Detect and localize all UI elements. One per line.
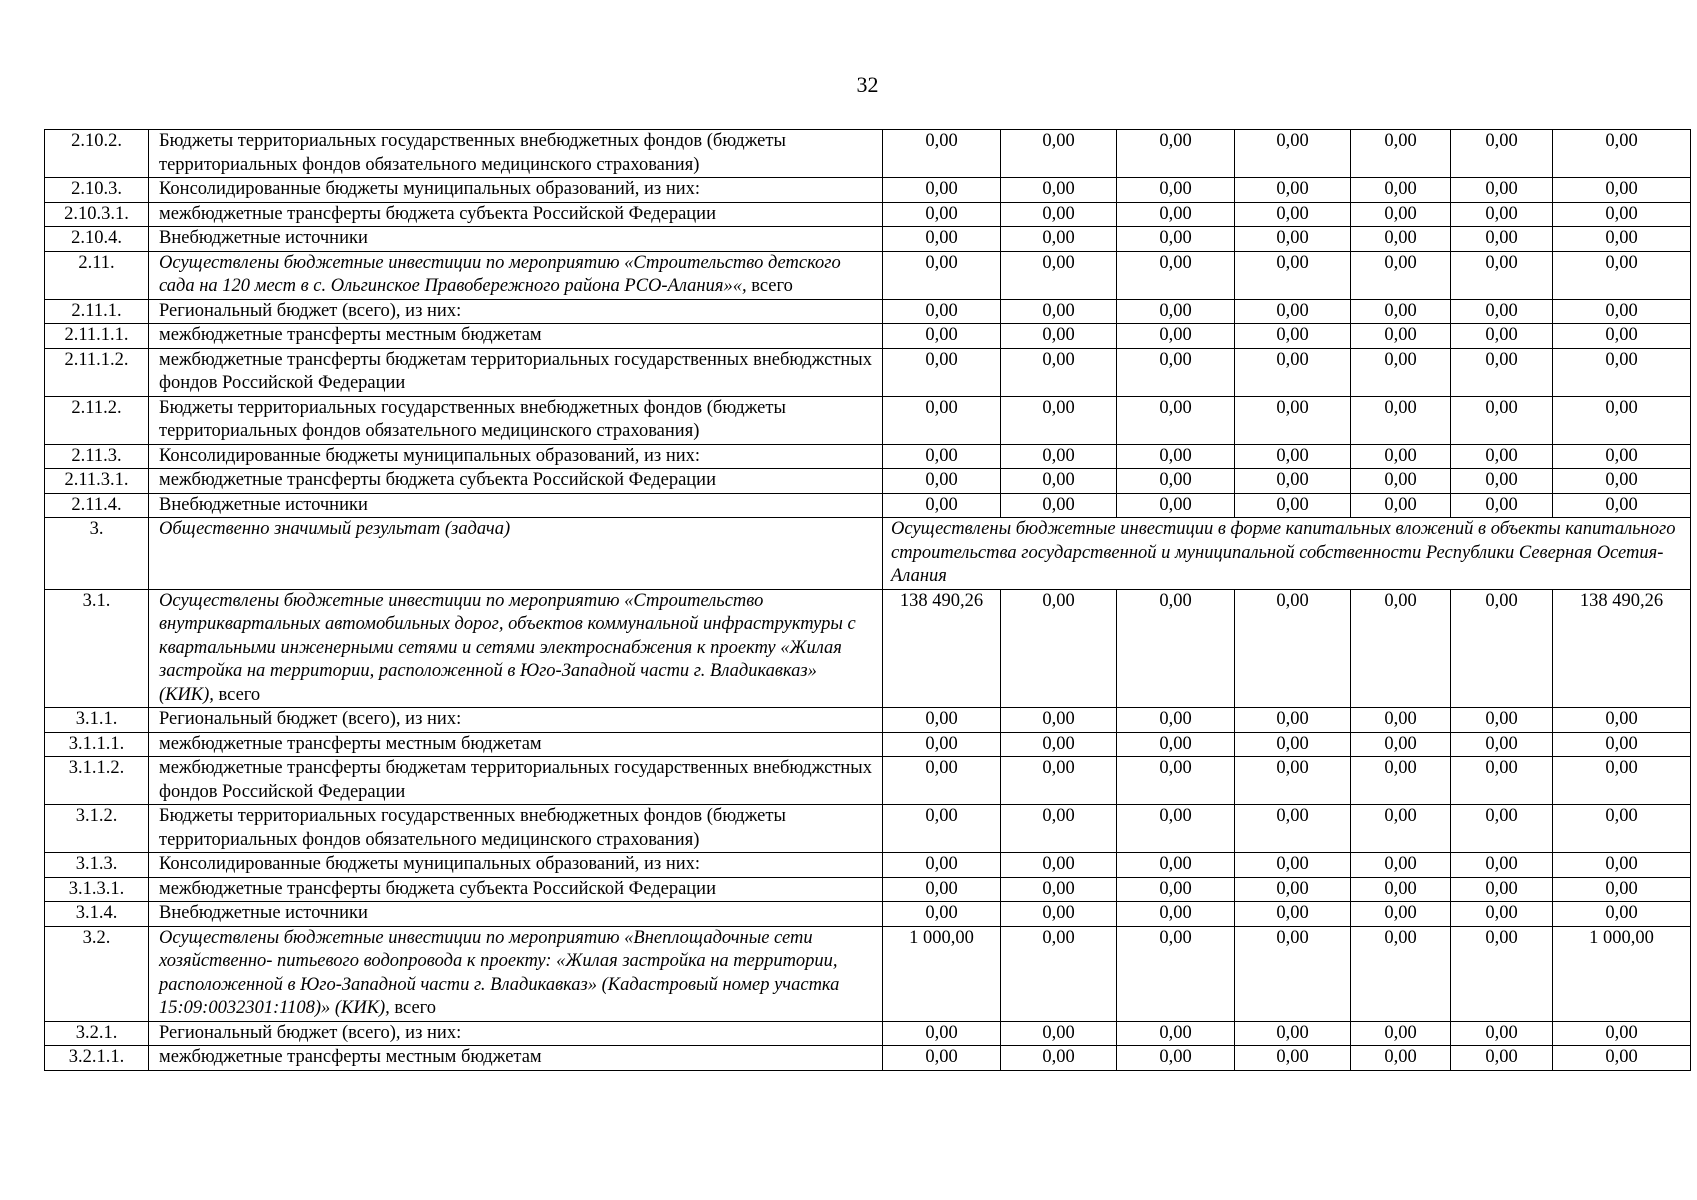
row-name: межбюджетные трансферты бюджета субъекта Российской Федерации [149, 469, 883, 494]
value-cell: 0,00 [1451, 853, 1553, 878]
row-code: 3.1.1.1. [45, 732, 149, 757]
row-code: 2.10.3.1. [45, 202, 149, 227]
value-cell: 0,00 [1351, 589, 1451, 708]
table-row [45, 518, 1691, 590]
row-code: 2.10.2. [45, 130, 149, 178]
value-cell: 0,00 [1351, 708, 1451, 733]
row-code: 3.1.1.2. [45, 757, 149, 805]
value-cell: 0,00 [1351, 877, 1451, 902]
row-code: 2.11.3. [45, 444, 149, 469]
row-code: 2.11.1.2. [45, 348, 149, 396]
value-cell: 0,00 [883, 853, 1001, 878]
value-cell: 0,00 [1001, 444, 1117, 469]
value-cell: 0,00 [1451, 227, 1553, 252]
value-cell: 0,00 [1351, 324, 1451, 349]
row-name: межбюджетные трансферты местным бюджетам [149, 1046, 883, 1071]
row-name-suffix: всего [213, 684, 261, 705]
row-name: Региональный бюджет (всего), из них: [149, 1021, 883, 1046]
value-cell: 0,00 [883, 324, 1001, 349]
value-cell: 0,00 [1235, 708, 1351, 733]
row-name: межбюджетные трансферты местным бюджетам [149, 732, 883, 757]
value-cell: 1 000,00 [1553, 926, 1691, 1021]
row-name: Бюджеты территориальных государственных внебюджетных фондов (бюджеты территориальных фондов обязательного медицинского страхования) [149, 805, 883, 853]
row-code: 3.1.1. [45, 708, 149, 733]
row-name: Консолидированные бюджеты муниципальных образований, из них: [149, 444, 883, 469]
value-cell: 0,00 [1235, 805, 1351, 853]
value-cell: 0,00 [1117, 324, 1235, 349]
result-description: Осуществлены бюджетные инвестиции в форме капитальных вложений в объекты капитального строительства государственной и муниципальной собственности Республики Северная Осетия-Алания [883, 518, 1691, 590]
value-cell: 0,00 [1553, 902, 1691, 927]
value-cell: 0,00 [1351, 251, 1451, 299]
row-code: 2.11.4. [45, 493, 149, 518]
value-cell: 0,00 [1001, 251, 1117, 299]
value-cell: 0,00 [1451, 396, 1553, 444]
value-cell: 0,00 [1117, 299, 1235, 324]
value-cell: 0,00 [1451, 877, 1553, 902]
value-cell: 0,00 [1553, 732, 1691, 757]
value-cell: 0,00 [1117, 130, 1235, 178]
value-cell: 0,00 [1451, 324, 1553, 349]
value-cell: 0,00 [1451, 178, 1553, 203]
value-cell: 0,00 [883, 178, 1001, 203]
value-cell: 0,00 [1553, 1046, 1691, 1071]
value-cell: 0,00 [1235, 1021, 1351, 1046]
table-row [45, 396, 1691, 444]
row-name [149, 251, 883, 299]
value-cell: 0,00 [883, 348, 1001, 396]
value-cell: 0,00 [1451, 348, 1553, 396]
row-code: 2.11.3.1. [45, 469, 149, 494]
row-name: Региональный бюджет (всего), из них: [149, 708, 883, 733]
value-cell: 0,00 [1001, 757, 1117, 805]
table-row [45, 853, 1691, 878]
row-code: 3.1.2. [45, 805, 149, 853]
value-cell: 0,00 [1117, 348, 1235, 396]
table-row [45, 299, 1691, 324]
value-cell: 0,00 [1451, 299, 1553, 324]
value-cell: 0,00 [883, 1021, 1001, 1046]
value-cell: 0,00 [883, 493, 1001, 518]
value-cell: 0,00 [1235, 444, 1351, 469]
table-row [45, 589, 1691, 708]
value-cell: 0,00 [1117, 251, 1235, 299]
value-cell: 0,00 [1117, 926, 1235, 1021]
table-row [45, 130, 1691, 178]
row-name-italic: Общественно значимый результат (задача) [159, 519, 511, 539]
row-code: 2.11. [45, 251, 149, 299]
value-cell: 0,00 [1001, 877, 1117, 902]
row-name: Региональный бюджет (всего), из них: [149, 299, 883, 324]
value-cell: 0,00 [1001, 324, 1117, 349]
value-cell: 0,00 [1235, 902, 1351, 927]
value-cell: 0,00 [1351, 130, 1451, 178]
row-name: Внебюджетные источники [149, 493, 883, 518]
value-cell: 0,00 [1235, 469, 1351, 494]
row-name: межбюджетные трансферты бюджетам территориальных государственных внебюджстных фондов Российской Федерации [149, 757, 883, 805]
row-name [149, 926, 883, 1021]
row-name [149, 518, 883, 590]
table-body [45, 130, 1691, 1071]
value-cell: 0,00 [1451, 444, 1553, 469]
value-cell: 0,00 [1117, 178, 1235, 203]
table-row [45, 202, 1691, 227]
table-row [45, 732, 1691, 757]
value-cell: 0,00 [1351, 493, 1451, 518]
value-cell: 0,00 [1451, 493, 1553, 518]
value-cell: 0,00 [1117, 805, 1235, 853]
value-cell: 0,00 [1351, 178, 1451, 203]
value-cell: 0,00 [1235, 396, 1351, 444]
value-cell: 0,00 [1553, 444, 1691, 469]
row-code: 3.1.4. [45, 902, 149, 927]
value-cell: 0,00 [1117, 902, 1235, 927]
value-cell: 138 490,26 [1553, 589, 1691, 708]
value-cell: 0,00 [1235, 130, 1351, 178]
row-code: 3. [45, 518, 149, 590]
value-cell: 0,00 [1351, 444, 1451, 469]
value-cell: 0,00 [1553, 348, 1691, 396]
value-cell: 0,00 [1001, 589, 1117, 708]
table-row [45, 708, 1691, 733]
table-row [45, 493, 1691, 518]
row-code: 3.1. [45, 589, 149, 708]
row-name-italic: Осуществлены бюджетные инвестиции по мероприятию «Строительство внутриквартальных автомобильных дорог, объектов коммунальной инфраструктуры с квартальными инженерными сетями и сетями электроснабжения к проекту «Жилая застройка на территории, расположенной в Юго-Западной части г. Владикавказ» (КИК), [159, 590, 856, 705]
value-cell: 0,00 [1235, 202, 1351, 227]
value-cell: 0,00 [1351, 1046, 1451, 1071]
row-code: 3.1.3. [45, 853, 149, 878]
value-cell: 0,00 [1451, 805, 1553, 853]
value-cell: 0,00 [883, 877, 1001, 902]
value-cell: 0,00 [1451, 757, 1553, 805]
value-cell: 0,00 [1451, 926, 1553, 1021]
value-cell: 0,00 [1117, 202, 1235, 227]
table-row [45, 227, 1691, 252]
table-row [45, 926, 1691, 1021]
value-cell: 0,00 [1117, 493, 1235, 518]
value-cell: 0,00 [1351, 732, 1451, 757]
value-cell: 0,00 [1451, 469, 1553, 494]
value-cell: 0,00 [1553, 1021, 1691, 1046]
value-cell: 0,00 [1351, 926, 1451, 1021]
value-cell: 0,00 [1351, 1021, 1451, 1046]
value-cell: 0,00 [1553, 493, 1691, 518]
table-row [45, 1046, 1691, 1071]
value-cell: 0,00 [1351, 757, 1451, 805]
row-name-italic: Осуществлены бюджетные инвестиции по мероприятию «Внеплощадочные сети хозяйственно- питьевого водопровода к проекту: «Жилая застройка на территории, расположенной в Юго-Западной части г. Владикавказ» (Кадастровый номер участка 15:09:0032301:1108)» (КИК), [159, 927, 840, 1018]
value-cell: 0,00 [1117, 469, 1235, 494]
value-cell: 0,00 [1235, 299, 1351, 324]
value-cell: 0,00 [1001, 396, 1117, 444]
value-cell: 0,00 [1553, 227, 1691, 252]
value-cell: 0,00 [1117, 396, 1235, 444]
value-cell: 0,00 [1351, 902, 1451, 927]
row-name [149, 589, 883, 708]
budget-table [44, 129, 1691, 1071]
row-code: 2.11.1. [45, 299, 149, 324]
value-cell: 0,00 [1117, 227, 1235, 252]
value-cell: 1 000,00 [883, 926, 1001, 1021]
value-cell: 0,00 [883, 444, 1001, 469]
value-cell: 0,00 [883, 251, 1001, 299]
value-cell: 0,00 [883, 732, 1001, 757]
value-cell: 0,00 [1001, 1046, 1117, 1071]
value-cell: 0,00 [1001, 299, 1117, 324]
value-cell: 0,00 [883, 130, 1001, 178]
value-cell: 0,00 [883, 805, 1001, 853]
table-row [45, 757, 1691, 805]
value-cell: 0,00 [1553, 708, 1691, 733]
value-cell: 0,00 [1001, 493, 1117, 518]
value-cell: 0,00 [1117, 877, 1235, 902]
value-cell: 0,00 [1235, 493, 1351, 518]
value-cell: 0,00 [1235, 732, 1351, 757]
value-cell: 0,00 [1451, 1021, 1553, 1046]
value-cell: 0,00 [1001, 130, 1117, 178]
row-name: Бюджеты территориальных государственных внебюджетных фондов (бюджеты территориальных фондов обязательного медицинского страхования) [149, 130, 883, 178]
value-cell: 0,00 [1235, 227, 1351, 252]
row-code: 3.2. [45, 926, 149, 1021]
row-code: 3.1.3.1. [45, 877, 149, 902]
value-cell: 0,00 [1351, 348, 1451, 396]
value-cell: 0,00 [1235, 589, 1351, 708]
table-row [45, 178, 1691, 203]
value-cell: 0,00 [1351, 805, 1451, 853]
row-name: межбюджетные трансферты бюджета субъекта Российской Федерации [149, 202, 883, 227]
value-cell: 0,00 [1235, 251, 1351, 299]
value-cell: 0,00 [1553, 324, 1691, 349]
value-cell: 0,00 [1351, 299, 1451, 324]
value-cell: 0,00 [883, 1046, 1001, 1071]
value-cell: 0,00 [1235, 324, 1351, 349]
row-code: 3.2.1. [45, 1021, 149, 1046]
value-cell: 0,00 [1553, 805, 1691, 853]
value-cell: 0,00 [1351, 227, 1451, 252]
value-cell: 0,00 [1001, 227, 1117, 252]
value-cell: 0,00 [1351, 396, 1451, 444]
value-cell: 138 490,26 [883, 589, 1001, 708]
value-cell: 0,00 [1553, 396, 1691, 444]
row-name-suffix: всего [389, 998, 437, 1018]
table-row [45, 348, 1691, 396]
row-name: Внебюджетные источники [149, 227, 883, 252]
row-name-italic: Осуществлены бюджетные инвестиции по мероприятию «Строительство детского сада на 120 мест в с. Ольгинское Правобережного района РСО-Алания»«, [159, 252, 841, 296]
value-cell: 0,00 [883, 708, 1001, 733]
value-cell: 0,00 [883, 902, 1001, 927]
row-name: межбюджетные трансферты бюджета субъекта Российской Федерации [149, 877, 883, 902]
table-row [45, 251, 1691, 299]
value-cell: 0,00 [1451, 902, 1553, 927]
value-cell: 0,00 [883, 469, 1001, 494]
value-cell: 0,00 [1001, 202, 1117, 227]
row-name-suffix: всего [746, 276, 793, 296]
row-name: межбюджетные трансферты местным бюджетам [149, 324, 883, 349]
value-cell: 0,00 [1001, 926, 1117, 1021]
value-cell: 0,00 [1235, 926, 1351, 1021]
value-cell: 0,00 [1553, 877, 1691, 902]
value-cell: 0,00 [1235, 757, 1351, 805]
value-cell: 0,00 [1117, 589, 1235, 708]
value-cell: 0,00 [1351, 202, 1451, 227]
table-row [45, 805, 1691, 853]
table-row [45, 877, 1691, 902]
value-cell: 0,00 [1117, 1021, 1235, 1046]
value-cell: 0,00 [1351, 469, 1451, 494]
value-cell: 0,00 [1001, 732, 1117, 757]
value-cell: 0,00 [1451, 130, 1553, 178]
value-cell: 0,00 [1001, 469, 1117, 494]
value-cell: 0,00 [1117, 708, 1235, 733]
table-row [45, 444, 1691, 469]
value-cell: 0,00 [883, 227, 1001, 252]
value-cell: 0,00 [1451, 202, 1553, 227]
table-row [45, 1021, 1691, 1046]
row-name: Консолидированные бюджеты муниципальных образований, из них: [149, 178, 883, 203]
value-cell: 0,00 [1001, 1021, 1117, 1046]
value-cell: 0,00 [1001, 902, 1117, 927]
value-cell: 0,00 [1117, 732, 1235, 757]
table-row [45, 324, 1691, 349]
value-cell: 0,00 [1117, 757, 1235, 805]
row-code: 2.11.1.1. [45, 324, 149, 349]
value-cell: 0,00 [1001, 708, 1117, 733]
value-cell: 0,00 [1235, 178, 1351, 203]
value-cell: 0,00 [1117, 853, 1235, 878]
row-code: 2.11.2. [45, 396, 149, 444]
value-cell: 0,00 [1553, 469, 1691, 494]
value-cell: 0,00 [1235, 877, 1351, 902]
value-cell: 0,00 [1553, 251, 1691, 299]
value-cell: 0,00 [1451, 1046, 1553, 1071]
value-cell: 0,00 [1117, 444, 1235, 469]
value-cell: 0,00 [883, 299, 1001, 324]
value-cell: 0,00 [1235, 348, 1351, 396]
value-cell: 0,00 [1451, 251, 1553, 299]
value-cell: 0,00 [1553, 757, 1691, 805]
page-number: 32 [856, 72, 879, 97]
value-cell: 0,00 [1451, 732, 1553, 757]
value-cell: 0,00 [1117, 1046, 1235, 1071]
value-cell: 0,00 [1553, 130, 1691, 178]
row-code: 3.2.1.1. [45, 1046, 149, 1071]
value-cell: 0,00 [1553, 178, 1691, 203]
value-cell: 0,00 [1001, 348, 1117, 396]
row-name: межбюджетные трансферты бюджетам территориальных государственных внебюджстных фондов Российской Федерации [149, 348, 883, 396]
value-cell: 0,00 [883, 396, 1001, 444]
value-cell: 0,00 [1451, 708, 1553, 733]
value-cell: 0,00 [1553, 853, 1691, 878]
row-name: Внебюджетные источники [149, 902, 883, 927]
table-row [45, 902, 1691, 927]
row-code: 2.10.3. [45, 178, 149, 203]
value-cell: 0,00 [1553, 299, 1691, 324]
value-cell: 0,00 [1451, 589, 1553, 708]
value-cell: 0,00 [1235, 853, 1351, 878]
value-cell: 0,00 [1235, 1046, 1351, 1071]
value-cell: 0,00 [1351, 853, 1451, 878]
value-cell: 0,00 [1001, 853, 1117, 878]
value-cell: 0,00 [1553, 202, 1691, 227]
value-cell: 0,00 [1001, 178, 1117, 203]
value-cell: 0,00 [883, 202, 1001, 227]
value-cell: 0,00 [883, 757, 1001, 805]
value-cell: 0,00 [1001, 805, 1117, 853]
row-name: Бюджеты территориальных государственных внебюджетных фондов (бюджеты территориальных фондов обязательного медицинского страхования) [149, 396, 883, 444]
row-code: 2.10.4. [45, 227, 149, 252]
row-name: Консолидированные бюджеты муниципальных образований, из них: [149, 853, 883, 878]
table-row [45, 469, 1691, 494]
